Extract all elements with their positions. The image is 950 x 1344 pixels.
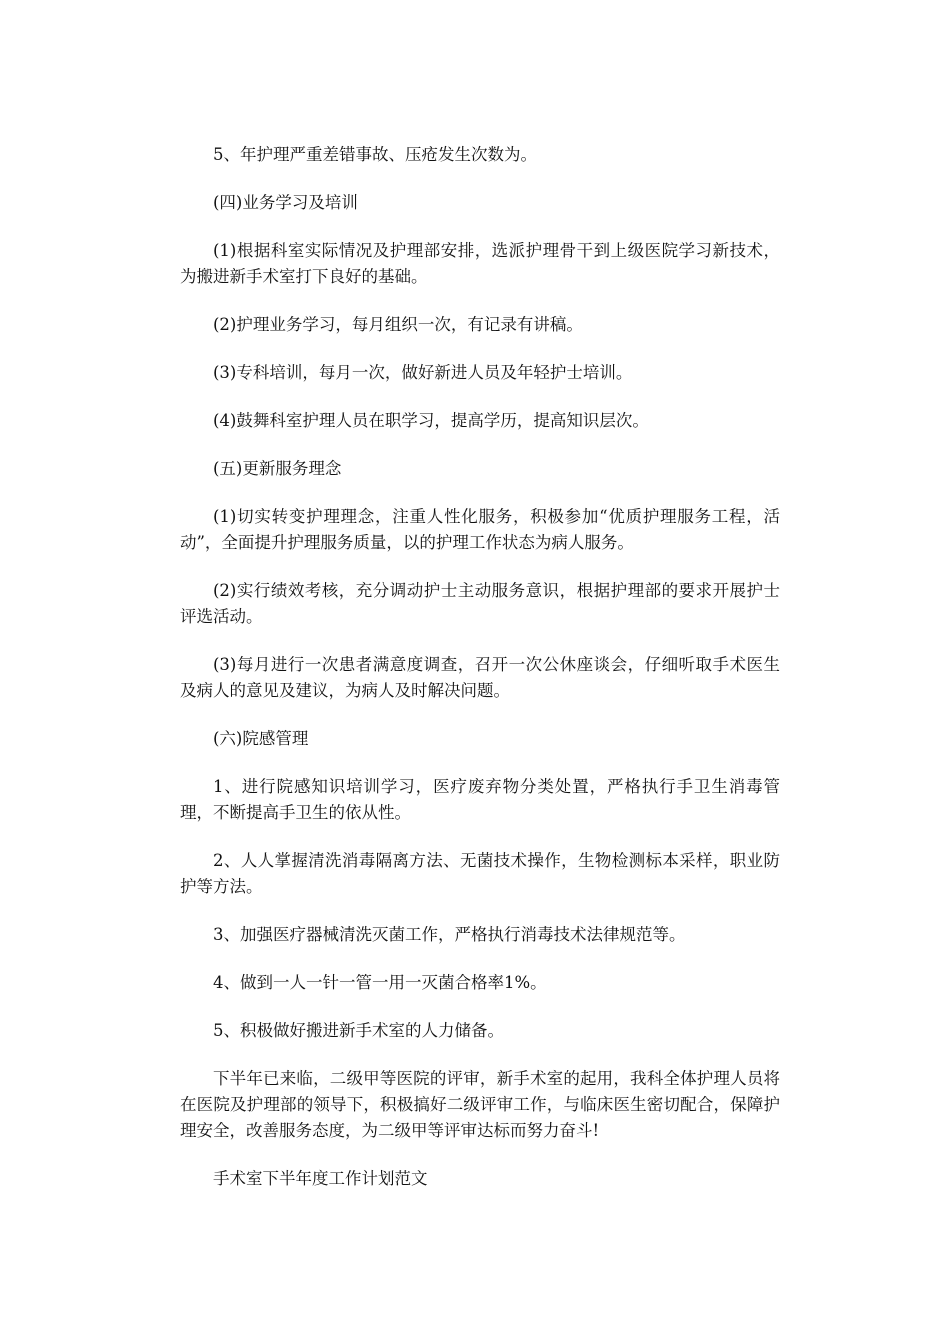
paragraph-service-3: (3)每月进行一次患者满意度调查，召开一次公休座谈会，仔细听取手术医生及病人的意见及建议，为病人及时解决问题。 [180, 655, 780, 700]
paragraph-infection-4: 4、做到一人一针一管一用一灭菌合格率1%。 [213, 973, 547, 992]
paragraph-infection-3: 3、加强医疗器械清洗灭菌工作，严格执行消毒技术法律规范等。 [213, 925, 686, 944]
paragraph-conclusion: 下半年已来临，二级甲等医院的评审，新手术室的起用，我科全体护理人员将在医院及护理部的领导下，积极搞好二级评审工作，与临床医生密切配合，保障护理安全，改善服务态度，为二级甲等评审达标而努力奋斗! [180, 1069, 780, 1140]
next-document-title: 手术室下半年度工作计划范文 [213, 1169, 428, 1188]
paragraph-training-4: (4)鼓舞科室护理人员在职学习，提高学历，提高知识层次。 [213, 411, 649, 430]
paragraph-service-2: (2)实行绩效考核，充分调动护士主动服务意识，根据护理部的要求开展护士评选活动。 [180, 581, 780, 626]
paragraph-training-1: (1)根据科室实际情况及护理部安排，选派护理骨干到上级医院学习新技术，为搬进新手术室打下良好的基础。 [180, 241, 780, 286]
paragraph-service-1: (1)切实转变护理理念，注重人性化服务，积极参加“优质护理服务工程，活动”，全面提升护理服务质量，以的护理工作状态为病人服务。 [180, 507, 780, 552]
section-heading-training: (四)业务学习及培训 [213, 193, 358, 212]
paragraph-training-3: (3)专科培训，每月一次，做好新进人员及年轻护士培训。 [213, 363, 633, 382]
section-heading-service: (五)更新服务理念 [213, 459, 342, 478]
paragraph-infection-2: 2、人人掌握清洗消毒隔离方法、无菌技术操作，生物检测标本采样，职业防护等方法。 [180, 851, 780, 896]
paragraph-infection-5: 5、积极做好搬进新手术室的人力储备。 [213, 1021, 504, 1040]
paragraph-training-2: (2)护理业务学习，每月组织一次，有记录有讲稿。 [213, 315, 583, 334]
document-body [180, 142, 780, 1214]
section-heading-infection: (六)院感管理 [213, 729, 309, 748]
paragraph-item-5-incidents: 5、年护理严重差错事故、压疮发生次数为。 [213, 145, 537, 164]
paragraph-infection-1: 1、进行院感知识培训学习，医疗废弃物分类处置，严格执行手卫生消毒管理，不断提高手卫生的依从性。 [180, 777, 780, 822]
